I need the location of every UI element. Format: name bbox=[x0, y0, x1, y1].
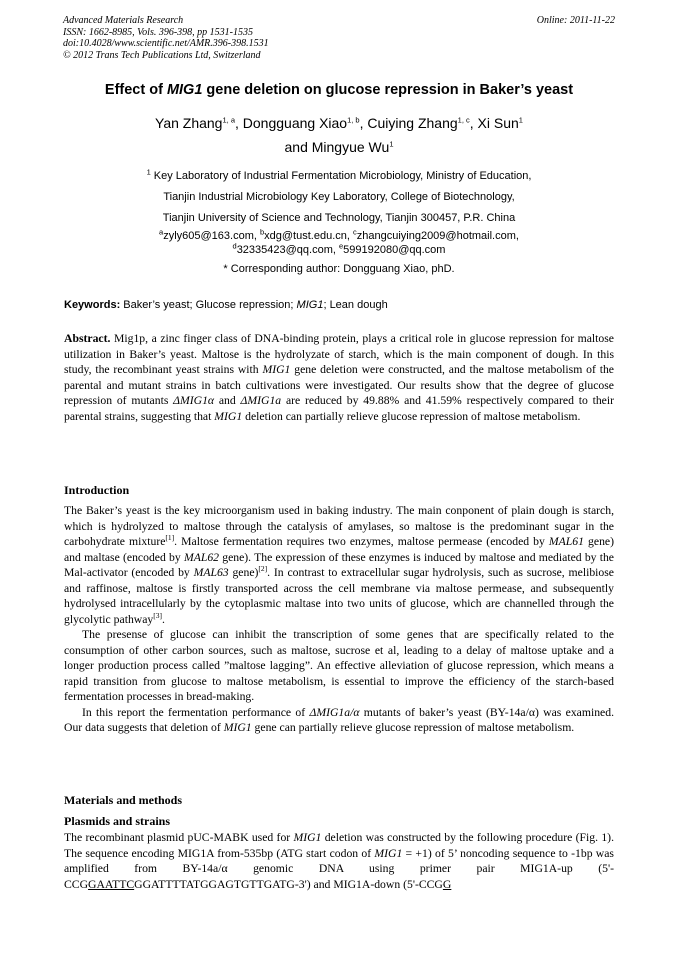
abstract-text: and bbox=[214, 394, 241, 407]
email-sup: c bbox=[352, 227, 357, 237]
abstract-text: Mig1p, a zinc finger class of DNA-binding protein, plays a critical role in glucose repression for maltose utilization in Baker’s yeast. Maltose is the hydrolyzate of starch, which is the main component of dough. In this study, the recombinant yeast strains with bbox=[64, 332, 614, 376]
citation[interactable]: [1] bbox=[165, 533, 175, 543]
email-sup: d bbox=[232, 241, 237, 251]
author-name: Yan Zhang bbox=[155, 115, 223, 131]
online-date: Online: 2011-11-22 bbox=[536, 15, 615, 26]
affiliation bbox=[60, 166, 618, 228]
gene-name: MIG1 bbox=[262, 363, 291, 376]
keywords-text: ; Lean dough bbox=[323, 299, 388, 311]
gene-name: MIG1 bbox=[293, 831, 322, 844]
abstract-label: Abstract. bbox=[64, 332, 111, 345]
author-list bbox=[60, 111, 618, 159]
journal-copyright: © 2012 Trans Tech Publications Ltd, Switzerland bbox=[63, 49, 261, 61]
restriction-site: GAATTC bbox=[88, 877, 135, 891]
affiliation-line-3: Tianjin University of Science and Technology, Tianjin 300457, P.R. China bbox=[162, 211, 516, 224]
email-link[interactable]: xdg@tust.edu.cn, bbox=[264, 230, 353, 242]
intro-paragraph-1 bbox=[64, 503, 614, 627]
title-text-1: Effect of bbox=[104, 82, 167, 98]
email-list bbox=[60, 229, 618, 257]
journal-doi: doi:10.4028/www.scientific.net/AMR.396-398.1531 bbox=[63, 38, 269, 49]
email-link[interactable]: 599192080@qq.com bbox=[343, 244, 446, 256]
affiliation-line-1 bbox=[60, 166, 618, 187]
keywords bbox=[64, 299, 616, 311]
keywords-label: Keywords: bbox=[64, 299, 121, 311]
journal-issn: ISSN: 1662-8985, Vols. 396-398, pp 1531-1535 bbox=[63, 26, 253, 38]
methods-text: = +1) of 5’ noncoding sequence to -1bp was amplified from BY-14a/α genomic DNA using primer pair MIG1A-up (5'-CCG bbox=[64, 846, 614, 891]
paper-title bbox=[40, 82, 638, 98]
author-sup: 1, b bbox=[347, 115, 360, 125]
journal-header bbox=[63, 15, 269, 61]
affiliation-line-2: Tianjin Industrial Microbiology Key Laboratory, College of Biotechnology, bbox=[163, 190, 515, 203]
intro-text: gene) and maltase (encoded by bbox=[64, 535, 614, 564]
abstract bbox=[64, 331, 614, 424]
gene-name: MIG1 bbox=[223, 721, 252, 734]
author-sup: 1, c bbox=[457, 115, 470, 125]
affiliation-sup: 1 bbox=[146, 167, 151, 177]
mutant-name: ΔMIG1α bbox=[173, 394, 215, 407]
gene-name: MIG1 bbox=[214, 409, 243, 423]
methods-text: deletion was constructed by the following procedure (Fig. 1). The sequence encoding MIG1A from-535bp (ATG start codon of bbox=[64, 831, 614, 860]
intro-text: In this report the fermentation performance of bbox=[82, 705, 310, 719]
keywords-text: Baker’s yeast; Glucose repression; bbox=[120, 299, 297, 311]
mutant-name: ΔMIG1a/α bbox=[309, 705, 360, 719]
author-sup: 1 bbox=[389, 139, 394, 149]
email-link[interactable]: 32335423@qq.com, bbox=[236, 244, 339, 256]
subsection-heading-plasmids: Plasmids and strains bbox=[64, 814, 171, 828]
methods-text: The recombinant plasmid pUC-MABK used for bbox=[64, 831, 294, 844]
email-line-2 bbox=[60, 243, 618, 257]
author-line-2 bbox=[60, 135, 618, 159]
author-name: , Xi Sun bbox=[469, 115, 519, 131]
mutant-name: ΔMIG1a bbox=[240, 394, 282, 407]
introduction-body bbox=[64, 503, 614, 736]
citation[interactable]: [3] bbox=[153, 610, 163, 620]
email-link[interactable]: zyly605@163.com, bbox=[163, 230, 260, 242]
plasmids-body bbox=[64, 830, 614, 892]
email-sup: b bbox=[259, 227, 265, 237]
intro-text: mutants of baker’s yeast (BY-14a/α) was examined. Our data suggests that deletion of bbox=[64, 705, 614, 734]
section-heading-materials: Materials and methods bbox=[64, 793, 182, 807]
section-heading-introduction: Introduction bbox=[64, 483, 130, 497]
intro-text: . Maltose fermentation requires two enzymes, maltose permease (encoded by bbox=[174, 535, 549, 548]
author-sup: 1, a bbox=[222, 115, 235, 125]
intro-text: . bbox=[162, 612, 165, 626]
affiliation-text: Key Laboratory of Industrial Fermentation Microbiology, Ministry of Education, bbox=[150, 170, 532, 182]
journal-name: Advanced Materials Research bbox=[63, 15, 184, 26]
intro-paragraph-3 bbox=[64, 705, 614, 736]
abstract-text: deletion can partially relieve glucose repression of maltose metabolism. bbox=[242, 409, 581, 423]
intro-text: gene). The expression of these enzymes is induced by maltose and mediated by the Mal-activator (encoded by bbox=[64, 550, 614, 579]
author-sup: 1 bbox=[518, 115, 523, 125]
keywords-gene: MIG1 bbox=[296, 299, 324, 311]
email-sup: a bbox=[159, 227, 164, 237]
gene-name: MIG1 bbox=[374, 846, 403, 860]
intro-text: gene) bbox=[228, 566, 259, 579]
corresponding-author: * Corresponding author: Dongguang Xiao, phD. bbox=[223, 263, 455, 275]
email-sup: e bbox=[338, 241, 344, 251]
email-link[interactable]: zhangcuiying2009@hotmail.com, bbox=[356, 230, 519, 242]
intro-text: The Baker’s yeast is the key microorganism used in baking industry. The main conponent of plain dough is starch, which is hydrolyzed to maltose through the catalysis of amylases, so maltose is the predominant sugar in the carbohydrate mixture bbox=[64, 504, 614, 548]
gene-name: MAL63 bbox=[193, 566, 229, 579]
methods-text: GGATTTTATGGAGTGTTGATG-3') and MIG1A-down (5'-CCG bbox=[134, 877, 443, 891]
citation[interactable]: [2] bbox=[258, 564, 268, 574]
title-gene: MIG1 bbox=[166, 82, 203, 98]
author-name: , Dongguang Xiao bbox=[235, 115, 348, 131]
author-line-1 bbox=[60, 111, 618, 135]
intro-text: . In contrast to extracellular sugar hydrolysis, such as sucrose, melibiose and raffinose, maltose is firstly transported across the cell membrane via maltose permease, and subsequently hydrolysed intracellularly by the cytoplasmic maltase into two units of glucose, which are channelled through the glycolytic pathway bbox=[64, 566, 614, 626]
restriction-site: G bbox=[442, 877, 452, 891]
author-name: and Mingyue Wu bbox=[284, 139, 390, 155]
gene-name: MAL61 bbox=[548, 535, 584, 548]
gene-name: MAL62 bbox=[183, 550, 220, 564]
intro-text: gene can partially relieve glucose repression of maltose metabolism. bbox=[251, 721, 575, 734]
author-name: , Cuiying Zhang bbox=[359, 115, 458, 131]
abstract-text: gene deletion were constructed, and the maltose metabolism of the parental and mutant strains in batch cultivations were investigated. Our results show that the degree of glucose repression of mutants bbox=[64, 363, 614, 407]
abstract-text: are reduced by 49.88% and 41.59% respectively compared to their parental strains, suggesting that bbox=[64, 394, 615, 423]
title-text-2: gene deletion on glucose repression in Baker’s yeast bbox=[202, 82, 574, 98]
intro-paragraph-2: The presense of glucose can inhibit the transcription of some genes that are specifically related to the consumption of other carbon sources, such as maltose, sucrose et al, leading to a delay of maltose uptake and a longer production process called ”maltose lagging”. An effective alleviation of glucose repression, which means a rapid transition from glucose to maltose metabolism, is essential to improve the efficiency of the starch-based fermentation processes in bread-making. bbox=[64, 628, 614, 703]
